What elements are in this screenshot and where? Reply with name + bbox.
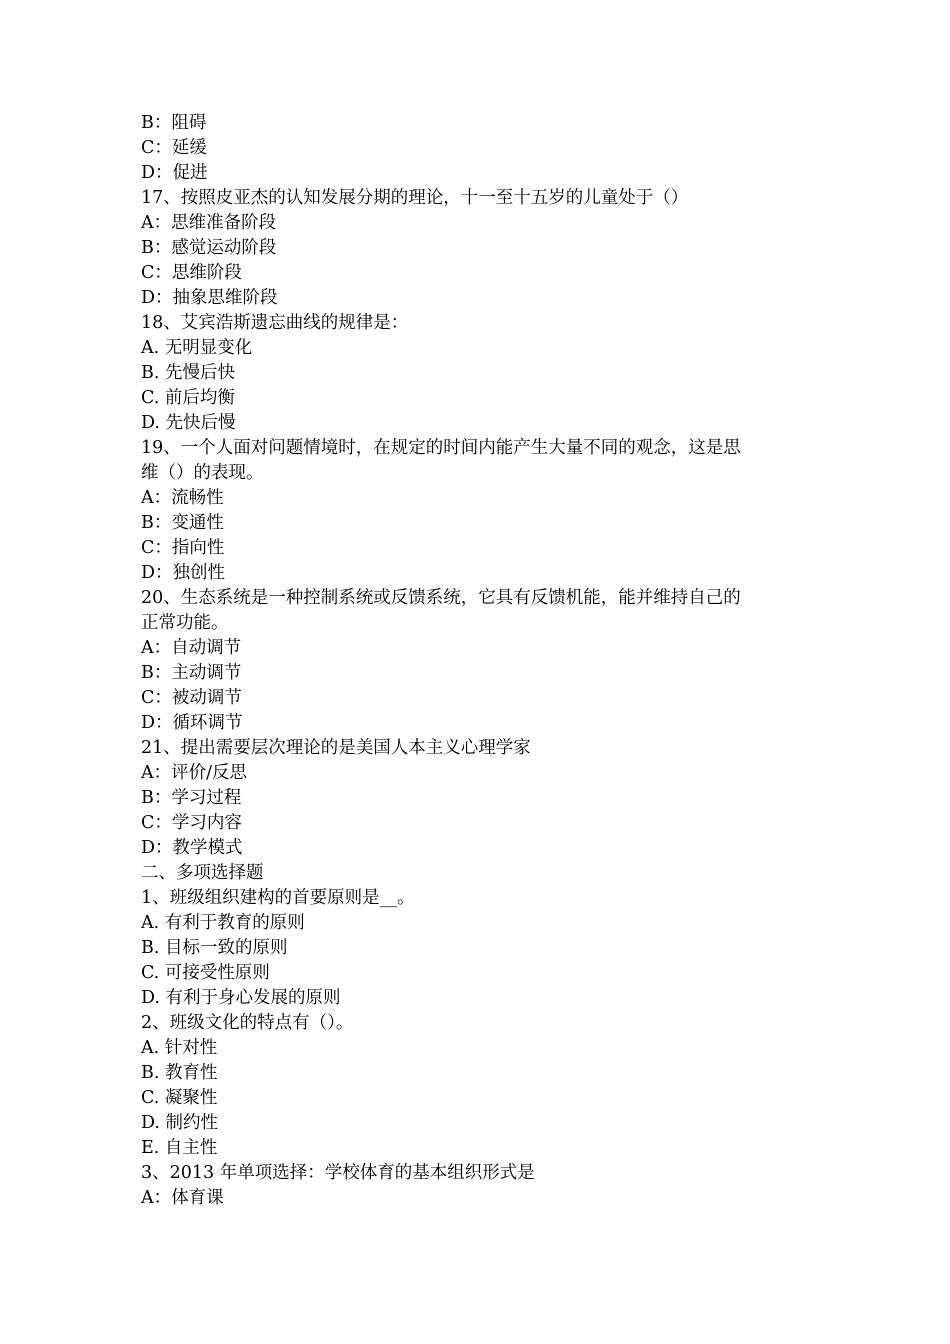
option-line: A：自动调节: [141, 638, 242, 658]
option-line: D. 制约性: [141, 1113, 219, 1133]
option-line: D：教学模式: [141, 838, 243, 858]
option-line: C：被动调节: [141, 688, 242, 708]
option-line: B：感觉运动阶段: [141, 238, 277, 258]
option-line: B. 目标一致的原则: [141, 938, 288, 958]
option-line: A：评价/反思: [141, 763, 248, 783]
option-line: B：学习过程: [141, 788, 242, 808]
question-18: 18、艾宾浩斯遗忘曲线的规律是：: [141, 313, 409, 333]
option-line: C：延缓: [141, 138, 207, 158]
question-17: 17、按照皮亚杰的认知发展分期的理论，十一至十五岁的儿童处于（）: [141, 188, 689, 208]
option-line: A：体育课: [141, 1188, 224, 1208]
option-line: A. 针对性: [141, 1038, 218, 1058]
option-line: B. 教育性: [141, 1063, 218, 1083]
document-body: [141, 111, 801, 1211]
option-line: D：独创性: [141, 563, 226, 583]
option-line: B：阻碍: [141, 113, 207, 133]
option-line: B：主动调节: [141, 663, 242, 683]
option-line: D. 先快后慢: [141, 413, 236, 433]
option-line: B：变通性: [141, 513, 224, 533]
option-line: B. 先慢后快: [141, 363, 235, 383]
question-multi-1: 1、班级组织建构的首要原则是__。: [141, 888, 415, 908]
question-19-continued: 维（）的表现。: [141, 463, 264, 483]
option-line: D：抽象思维阶段: [141, 288, 278, 308]
option-line: C：指向性: [141, 538, 225, 558]
option-line: E. 自主性: [141, 1138, 218, 1158]
option-line: C. 可接受性原则: [141, 963, 270, 983]
option-line: C. 前后均衡: [141, 388, 235, 408]
option-line: A：流畅性: [141, 488, 224, 508]
question-multi-2: 2、班级文化的特点有（）。: [141, 1013, 354, 1033]
option-line: A. 有利于教育的原则: [141, 913, 305, 933]
option-line: C：学习内容: [141, 813, 242, 833]
option-line: A：思维准备阶段: [141, 213, 277, 233]
question-19: 19、一个人面对问题情境时，在规定的时间内能产生大量不同的观念，这是思: [141, 438, 741, 458]
option-line: A. 无明显变化: [141, 338, 253, 358]
option-line: C. 凝聚性: [141, 1088, 218, 1108]
option-line: C：思维阶段: [141, 263, 242, 283]
question-20: 20、生态系统是一种控制系统或反馈系统，它具有反馈机能，能并维持自己的: [141, 588, 741, 608]
question-21: 21、提出需要层次理论的是美国人本主义心理学家: [141, 738, 531, 758]
question-multi-3: 3、2013 年单项选择：学校体育的基本组织形式是: [141, 1163, 535, 1183]
option-line: D：促进: [141, 163, 208, 183]
question-20-continued: 正常功能。: [141, 613, 229, 633]
option-line: D. 有利于身心发展的原则: [141, 988, 341, 1008]
section-heading: 二、多项选择题: [141, 863, 264, 883]
option-line: D：循环调节: [141, 713, 243, 733]
